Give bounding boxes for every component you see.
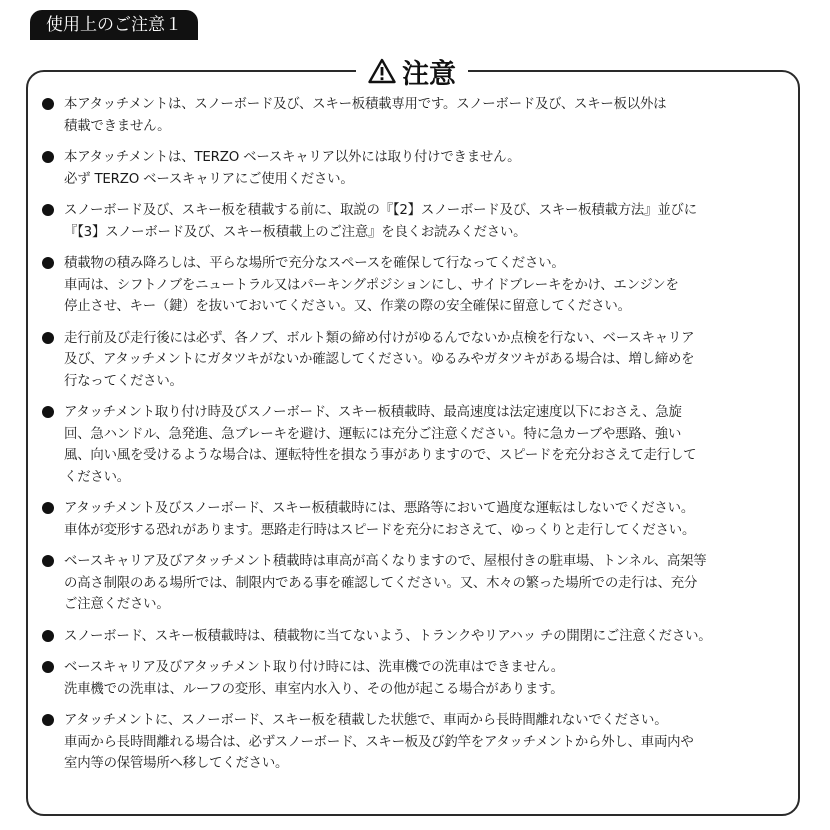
notice-item: [42, 657, 804, 700]
notice-list: [42, 94, 804, 785]
bullet-icon: [42, 630, 54, 642]
bullet-icon: [42, 204, 54, 216]
notice-item-line: 必ず TERZO ベースキャリアにご使用ください。: [64, 171, 354, 187]
notice-item-line: 積載できません。: [64, 118, 171, 134]
notice-item-line: 走行前及び走行後には必ず、各ノブ、ボルト類の締め付けがゆるんでないか点検を行ない、ベースキャリア: [64, 330, 695, 346]
notice-item-line: 室内等の保管場所へ移してください。: [64, 756, 289, 771]
bullet-icon: [42, 151, 54, 163]
notice-item-line: 本アタッチメントは、スノーボード及び、スキー板積載専用です。スノーボード及び、スキー板以外は: [64, 97, 667, 112]
bullet-icon: [42, 257, 54, 269]
notice-item: [42, 402, 804, 488]
notice-item-line: 積載物の積み降ろしは、平らな場所で充分なスペースを確保して行なってください。: [64, 256, 565, 271]
notice-item-line: の高さ制限のある場所では、制限内である事を確認してください。又、木々の繁った場所での走行は、充分: [64, 575, 698, 591]
notice-item-line: ベースキャリア及びアタッチメント積載時は車高が高くなりますので、屋根付きの駐車場、トンネル、高架等: [64, 554, 707, 569]
notice-item-line: 本アタッチメントは、TERZO ベースキャリア以外には取り付けできません。: [64, 150, 521, 165]
notice-item-line: 行なってください。: [64, 373, 183, 389]
notice-item: [42, 253, 804, 318]
notice-heading: [356, 52, 468, 90]
notice-item: [42, 200, 804, 243]
bullet-icon: [42, 661, 54, 673]
notice-item-line: アタッチメント取り付け時及びスノーボード、スキー板積載時、最高速度は法定速度以下におさえ、急旋: [64, 405, 682, 420]
bullet-icon: [42, 406, 54, 418]
notice-item-line: 車両から長時間離れる場合は、必ずスノーボード、スキー板及び釣竿をアタッチメントから外し、車両内や: [64, 734, 694, 750]
notice-item-line: 洗車機での洗車は、ルーフの変形、車室内水入り、その他が起こる場合があります。: [64, 681, 564, 697]
notice-item: [42, 328, 804, 393]
bullet-icon: [42, 332, 54, 344]
bullet-icon: [42, 98, 54, 110]
notice-item-line: 停止させ、キー（鍵）を抜いておいてください。又、作業の際の安全確保に留意してください。: [64, 299, 631, 314]
notice-item-line: ご注意ください。: [64, 597, 170, 612]
notice-item-line: 回、急ハンドル、急発進、急ブレーキを避け、運転には充分ご注意ください。特に急カーブや悪路、強い: [64, 426, 682, 442]
notice-item-line: アタッチメントに、スノーボード、スキー板を積載した状態で、車両から長時間離れないでください。: [64, 713, 668, 728]
notice-item-line: 車両は、シフトノブをニュートラル又はパーキングポジションにし、サイドブレーキをかけ、エンジンを: [64, 277, 679, 293]
notice-item-line: 車体が変形する恐れがあります。悪路走行時はスピードを充分におさえて、ゆっくりと走行してください。: [64, 522, 696, 538]
notice-item: [42, 147, 804, 190]
bullet-icon: [42, 714, 54, 726]
notice-item-line: スノーボード及び、スキー板を積載する前に、取説の『【2】スノーボード及び、スキー板積載方法』並びに: [64, 203, 697, 218]
notice-item: [42, 710, 804, 775]
notice-item-line: スノーボード、スキー板積載時は、積載物に当てないよう、トランクやリアハッ チの開閉にご注意ください。: [64, 628, 712, 644]
notice-item-line: 『【3】スノーボード及び、スキー板積載上のご注意』を良くお読みください。: [64, 224, 527, 240]
section-tab: 使用上のご注意１: [30, 10, 198, 40]
warning-triangle-icon: [368, 58, 396, 84]
bullet-icon: [42, 555, 54, 567]
notice-item: [42, 626, 804, 648]
bullet-icon: [42, 502, 54, 514]
notice-item: [42, 551, 804, 616]
notice-item-line: ください。: [64, 469, 130, 485]
notice-item: [42, 94, 804, 137]
notice-title: 注意: [402, 58, 456, 90]
notice-item-line: 風、向い風を受けるような場合は、運転特性を損なう事がありますので、スピードを充分おさえて走行して: [64, 448, 697, 463]
notice-item: [42, 498, 804, 541]
notice-item-line: 及び、アタッチメントにガタツキがないか確認してください。ゆるみやガタツキがある場合は、増し締めを: [64, 352, 695, 367]
notice-item-line: ベースキャリア及びアタッチメント取り付け時には、洗車機での洗車はできません。: [64, 660, 564, 675]
notice-item-line: アタッチメント及びスノーボード、スキー板積載時には、悪路等において過度な運転はしないでください。: [64, 501, 695, 516]
